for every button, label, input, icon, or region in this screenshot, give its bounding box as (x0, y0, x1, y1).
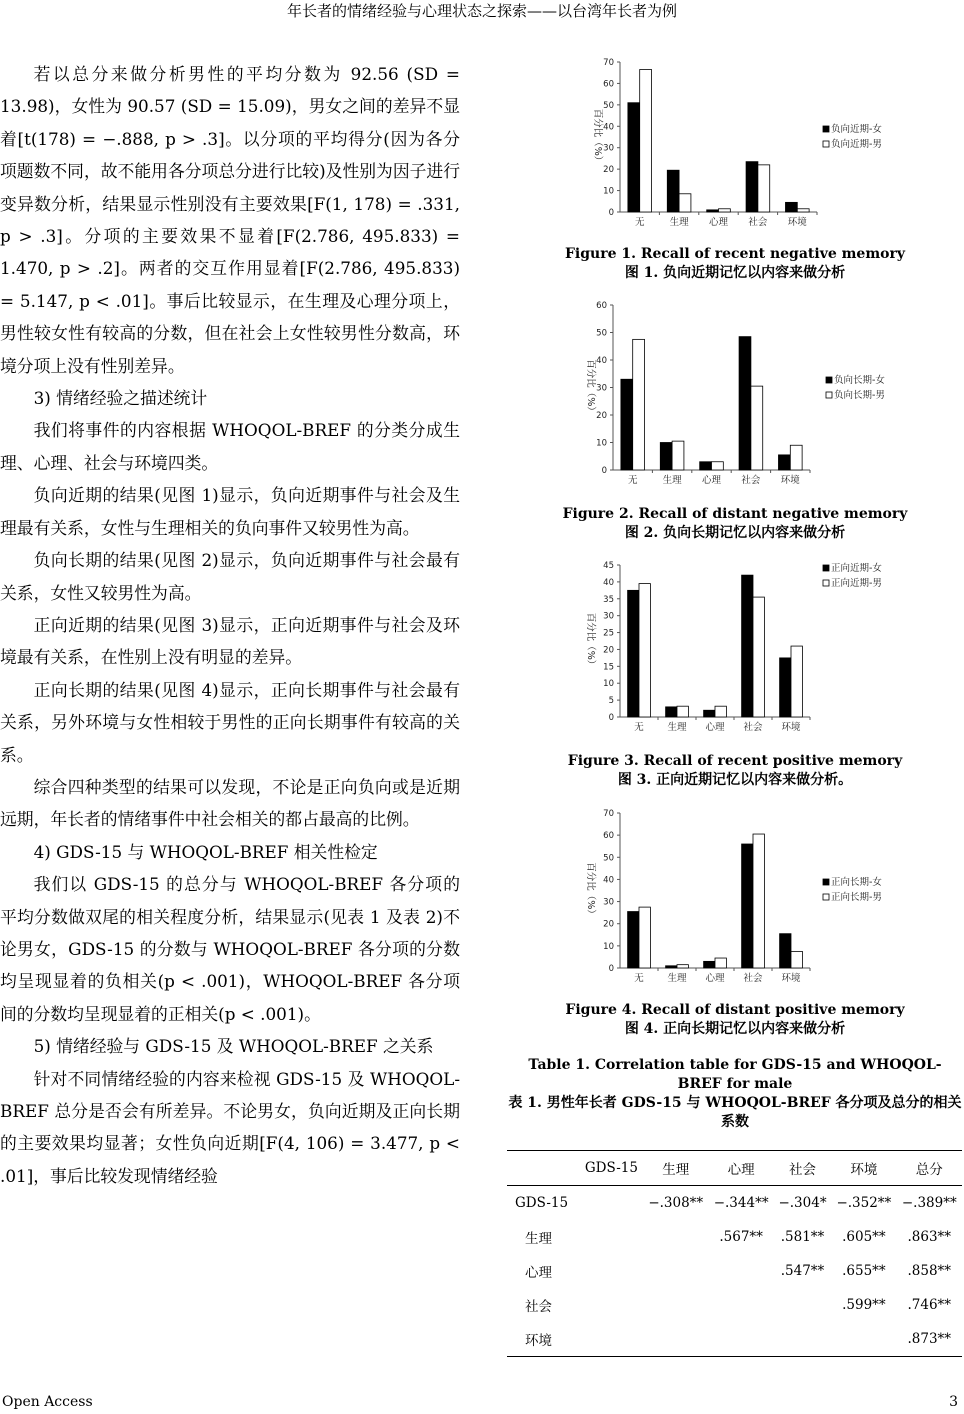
bar (739, 337, 751, 470)
legend-label: 负向长期-女 (834, 375, 885, 386)
table-cell (708, 1288, 773, 1322)
table-row (507, 1254, 962, 1288)
bar (778, 455, 790, 470)
legend-swatch (823, 141, 829, 147)
table-1-caption-zh: 表 1. 男性年长者 GDS-15 与 WHOQOL-BREF 各分项及总分的相关系数 (508, 1095, 962, 1130)
table-header-cell (507, 1151, 580, 1186)
bar (753, 597, 764, 717)
bar (667, 170, 679, 212)
row-label: GDS-15 (515, 1195, 569, 1211)
x-tick-label: 社会 (741, 475, 761, 486)
y-tick-label: 30 (596, 383, 607, 394)
table-cell (580, 1288, 643, 1322)
table-row (507, 1220, 962, 1254)
y-tick-label: 10 (603, 941, 614, 952)
bar (672, 441, 684, 470)
y-tick-label: 50 (596, 328, 607, 339)
table-1-caption-en: Table 1. Correlation table for GDS-15 and WHOQOL-BREF for male (528, 1057, 942, 1092)
bar (666, 966, 677, 968)
table-cell (643, 1288, 708, 1322)
bar (704, 961, 715, 968)
y-tick-label: 50 (603, 100, 614, 111)
x-tick-label: 社会 (743, 722, 763, 733)
bar (742, 844, 753, 968)
y-axis-label: 百分比（%） (585, 612, 596, 670)
x-tick-label: 心理 (705, 722, 725, 733)
table-cell (708, 1254, 773, 1288)
paragraph: 针对不同情绪经验的内容来检视 GDS-15 及 WHOQOL-BREF 总分是否会有所差异。不论男女，负向近期及正向长期的主要效果均显著；女性负向近期[F(4, 106) = 3.477, p < .01]，事后比较发现情绪经验 (0, 1068, 460, 1186)
bar (707, 210, 719, 212)
x-tick-label: 无 (634, 973, 644, 984)
paragraph: 负向近期的结果(见图 1)显示，负向近期事件与社会及生理最有关系，女性与生理相关的负向事件又较男性为高。 (0, 485, 460, 538)
legend-label: 负向近期-女 (831, 124, 882, 135)
row-label: 环境 (525, 1333, 552, 1349)
table-header-cell: 总分 (915, 1162, 943, 1178)
figure-3-caption-zh: 图 3. 正向近期记忆以内容来做分析。 (617, 772, 853, 788)
x-tick-label: 环境 (781, 973, 801, 984)
legend-swatch (823, 126, 829, 132)
table-cell (643, 1254, 708, 1288)
y-tick-label: 30 (603, 611, 614, 622)
figure-4-caption-zh: 图 4. 正向长期记忆以内容来做分析 (624, 1021, 846, 1037)
table-cell (643, 1220, 708, 1254)
bar (791, 951, 802, 968)
table-cell: .599** (842, 1297, 886, 1313)
table-header-cell: GDS-15 (584, 1160, 638, 1176)
bar (639, 907, 650, 968)
figure-3-caption-en: Figure 3. Recall of recent positive memory (567, 753, 903, 769)
table-cell: .746** (907, 1297, 952, 1313)
legend-label: 正向近期-女 (831, 563, 882, 574)
paragraph: 我们以 GDS-15 的总分与 WHOQOL-BREF 各分项的平均分数做双尾的相关程度分析，结果显示(见表 1 及表 2)不论男女，GDS-15 的分数与 WHOQOL-BREF 各分项的分数均呈现显着的负相关(p < .001)，WHOQOL-BREF 各分项间的分数均呈现显着的正相关(p < .001)。 (0, 874, 460, 1024)
y-tick-label: 40 (596, 356, 607, 366)
bar (785, 202, 797, 212)
table-cell: .547** (780, 1263, 825, 1279)
y-tick-label: 15 (603, 662, 614, 673)
bar (666, 707, 677, 717)
figure-4-chart (578, 803, 896, 993)
x-tick-label: 心理 (705, 973, 725, 984)
y-tick-label: 60 (596, 301, 607, 311)
y-axis-label: 百分比（%） (585, 359, 596, 416)
y-tick-label: 0 (608, 964, 614, 974)
table-cell: −.389** (901, 1195, 957, 1211)
figure-1-caption-en: Figure 1. Recall of recent negative memory (564, 246, 906, 262)
bar (700, 462, 712, 470)
table-cell (643, 1322, 708, 1357)
table-header-cell: 心理 (727, 1162, 755, 1178)
table-cell: −.308** (648, 1195, 704, 1211)
table-cell: .863** (907, 1229, 952, 1245)
y-tick-label: 70 (603, 809, 614, 819)
bar (780, 934, 791, 968)
row-label: 生理 (525, 1231, 552, 1247)
figure-1-caption-zh: 图 1. 负向近期记忆以内容来做分析 (624, 265, 846, 281)
table-cell: −.352** (836, 1195, 892, 1211)
y-tick-label: 5 (608, 696, 614, 707)
bar (753, 834, 764, 968)
bar (679, 194, 691, 212)
table-cell: .873** (907, 1331, 952, 1347)
table-row (507, 1186, 962, 1221)
bar (621, 379, 633, 470)
x-tick-label: 生理 (662, 475, 682, 486)
y-tick-label: 20 (603, 165, 614, 176)
table-cell (580, 1322, 643, 1357)
x-tick-label: 无 (627, 475, 638, 486)
bar (712, 462, 724, 470)
table-cell (580, 1254, 643, 1288)
y-tick-label: 30 (603, 897, 614, 908)
table-cell: .567** (719, 1229, 763, 1245)
table-cell: .655** (842, 1263, 886, 1279)
y-tick-label: 0 (601, 466, 607, 476)
figure-2-caption-en: Figure 2. Recall of distant negative memory (562, 506, 908, 522)
bar (677, 965, 688, 968)
paragraph: 综合四种类型的结果可以发现，不论是正向负向或是近期远期，年长者的情绪事件中社会相关的都占最高的比例。 (0, 776, 460, 830)
x-tick-label: 无 (634, 217, 645, 228)
table-row (507, 1322, 962, 1357)
x-tick-label: 心理 (701, 475, 722, 486)
table-cell: .605** (842, 1229, 886, 1245)
bar (715, 706, 726, 717)
legend-label: 正向长期-女 (831, 877, 882, 888)
bar (790, 445, 802, 470)
page-number: 3 (949, 1394, 958, 1410)
y-tick-label: 10 (596, 438, 607, 449)
table-cell: .581** (780, 1229, 825, 1245)
y-tick-label: 10 (603, 679, 614, 690)
y-tick-label: 35 (603, 594, 614, 605)
y-tick-label: 20 (603, 645, 614, 656)
bar (677, 706, 688, 717)
bar (640, 70, 652, 213)
bar (797, 209, 809, 212)
table-cell (831, 1322, 896, 1357)
x-tick-label: 环境 (781, 722, 801, 733)
table-cell (580, 1186, 643, 1221)
legend-swatch (823, 565, 829, 571)
legend-label: 负向长期-男 (834, 390, 885, 401)
legend-label: 负向近期-男 (831, 139, 882, 150)
figure-3-chart (578, 557, 896, 747)
section-heading: 5) 情绪经验与 GDS-15 及 WHOQOL-BREF 之关系 (33, 1036, 434, 1057)
figure-2-caption-zh: 图 2. 负向长期记忆以内容来做分析 (624, 525, 846, 541)
table-cell (774, 1288, 831, 1322)
x-tick-label: 无 (634, 722, 644, 733)
x-tick-label: 生理 (669, 217, 689, 228)
x-tick-label: 环境 (780, 475, 800, 486)
bar (633, 339, 645, 470)
bar (660, 443, 672, 471)
bar (719, 209, 731, 212)
bar (780, 658, 791, 717)
bar (628, 912, 639, 968)
bar (704, 710, 715, 717)
figure-2-chart (578, 295, 896, 495)
section-heading: 4) GDS-15 与 WHOQOL-BREF 相关性检定 (33, 841, 378, 862)
table-cell: −.344** (713, 1195, 769, 1211)
paragraph: 正向长期的结果(见图 4)显示，正向长期事件与社会最有关系，另外环境与女性相较于男性的正向长期事件有较高的关系。 (0, 679, 460, 765)
table-header-cell: 生理 (662, 1162, 690, 1178)
y-tick-label: 25 (603, 628, 614, 639)
table-cell: .858** (907, 1263, 952, 1279)
y-axis-label: 百分比（%） (592, 108, 603, 166)
paragraph: 正向近期的结果(见图 3)显示，正向近期事件与社会及环境最有关系，在性别上没有明显的差异。 (0, 614, 460, 668)
legend-swatch (826, 392, 832, 398)
legend-swatch (823, 879, 829, 885)
running-header: 年长者的情绪经验与心理状态之探索——以台湾年长者为例 (286, 2, 677, 20)
legend-label: 正向近期-男 (831, 578, 882, 589)
bar (791, 646, 802, 717)
row-label: 心理 (525, 1265, 552, 1281)
bar (628, 103, 640, 212)
y-tick-label: 60 (603, 79, 614, 90)
section-heading: 3) 情绪经验之描述统计 (33, 388, 208, 409)
y-tick-label: 60 (603, 831, 614, 842)
y-tick-label: 45 (603, 561, 614, 571)
y-axis-label: 百分比（%） (585, 862, 596, 919)
table-header-row (507, 1151, 962, 1186)
y-tick-label: 0 (608, 208, 614, 218)
footer-open-access: Open Access (2, 1394, 93, 1410)
table-header-cell: 社会 (789, 1162, 817, 1178)
bar (715, 958, 726, 968)
y-tick-label: 0 (608, 713, 614, 723)
correlation-table (507, 1150, 962, 1357)
bar (639, 584, 650, 717)
legend-label: 正向长期-男 (831, 892, 882, 903)
x-tick-label: 环境 (787, 217, 807, 228)
y-tick-label: 40 (603, 577, 614, 588)
table-cell: −.304* (778, 1195, 827, 1211)
figure-4-caption-en: Figure 4. Recall of distant positive memory (565, 1002, 905, 1018)
legend-swatch (823, 580, 829, 586)
table-row (507, 1288, 962, 1322)
bar (628, 590, 639, 717)
y-tick-label: 30 (603, 143, 614, 154)
paragraph: 我们将事件的内容根据 WHOQOL-BREF 的分类分成生理、心理、社会与环境四类。 (0, 420, 460, 473)
x-tick-label: 社会 (748, 217, 768, 228)
x-tick-label: 生理 (667, 722, 687, 733)
bar (746, 162, 758, 212)
table-cell (580, 1220, 643, 1254)
figure-1-chart (585, 52, 895, 232)
table-cell (774, 1322, 831, 1357)
body-column (0, 58, 460, 1192)
bar (742, 575, 753, 717)
legend-swatch (826, 377, 832, 383)
y-tick-label: 20 (596, 411, 607, 421)
row-label: 社会 (525, 1299, 552, 1315)
y-tick-label: 20 (603, 919, 614, 930)
x-tick-label: 生理 (667, 973, 687, 984)
legend-swatch (823, 894, 829, 900)
y-tick-label: 40 (603, 875, 614, 886)
y-tick-label: 40 (603, 122, 614, 133)
paragraph: 负向长期的结果(见图 2)显示，负向近期事件与社会最有关系，女性又较男性为高。 (0, 550, 460, 603)
bar (751, 386, 763, 470)
x-tick-label: 心理 (708, 217, 729, 228)
bar (758, 165, 770, 212)
y-tick-label: 70 (603, 58, 614, 68)
y-tick-label: 50 (603, 853, 614, 864)
paragraph: 若以总分来做分析男性的平均分数为 92.56 (SD = 13.98)，女性为 90.57 (SD = 15.09)，男女之间的差异不显着[t(178) = −.888, p > .3]。以分项的平均得分(因为各分项题数不同，故不能用各分项总分进行比较)及性别为因子进行变异数分析，结果显示性别没有主要效果[F(1, 178) = .331, p > .3]。分项的主要效果不显着[F(2.786, 495.833) = 1.470, p > .2]。两者的交互作用显着[F(2.786, 495.833) = 5.147, p < .01]。事后比较显示，在生理及心理分项上，男性较女性有较高的分数，但在社会上女性较男性分数高，环境分项上没有性别差异。 (0, 64, 460, 376)
y-tick-label: 10 (603, 186, 614, 197)
table-header-cell: 环境 (850, 1162, 878, 1178)
table-cell (708, 1322, 773, 1357)
x-tick-label: 社会 (743, 973, 763, 984)
